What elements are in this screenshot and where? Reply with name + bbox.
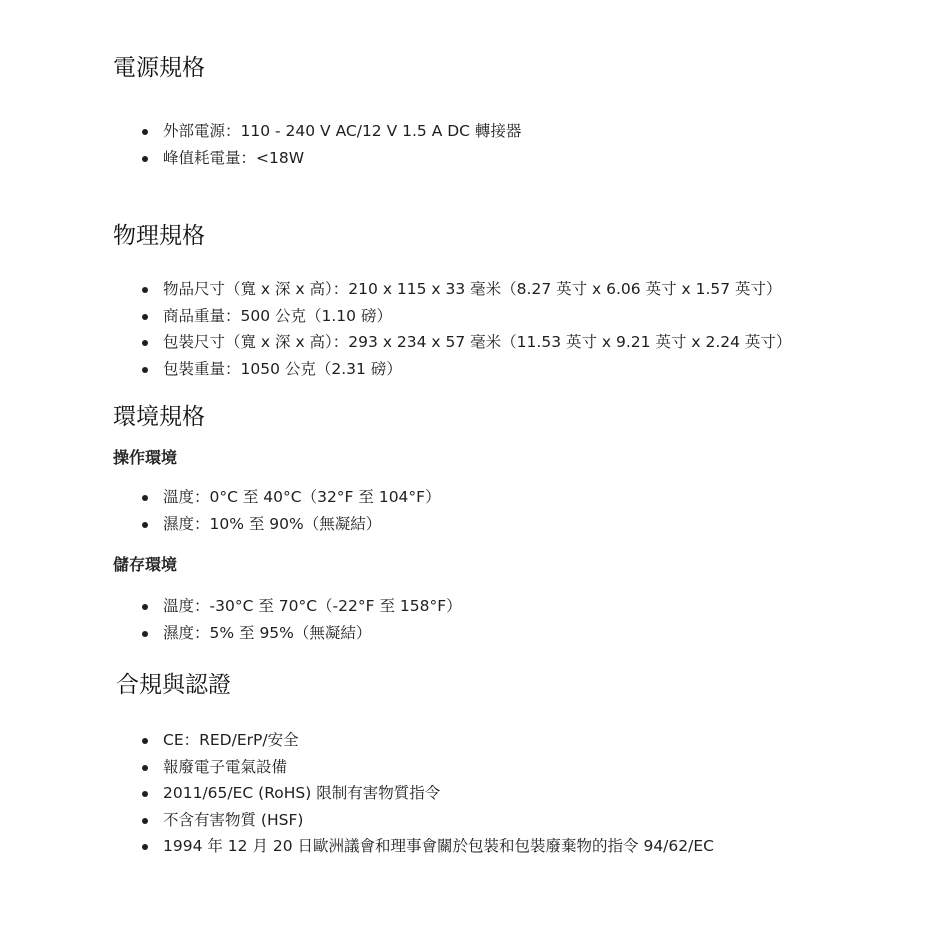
compliance-list	[0, 727, 714, 860]
list-item: 包裝重量：1050 公克（2.31 磅）	[0, 356, 791, 383]
list-item: 溫度：-30°C 至 70°C（-22°F 至 158°F）	[0, 593, 462, 620]
storage-environment-list	[0, 593, 462, 646]
list-item: 1994 年 12 月 20 日歐洲議會和理事會關於包裝和包裝廢棄物的指令 94/62/EC	[0, 833, 714, 860]
list-item: 濕度：10% 至 90%（無凝結）	[0, 511, 441, 538]
list-item: 物品尺寸（寬 x 深 x 高）：210 x 115 x 33 毫米（8.27 英寸 x 6.06 英寸 x 1.57 英寸）	[0, 276, 791, 303]
list-item: CE：RED/ErP/安全	[0, 727, 714, 754]
list-item: 報廢電子電氣設備	[0, 754, 714, 781]
storage-environment-subheading: 儲存環境	[113, 555, 178, 574]
physical-spec-heading: 物理規格	[113, 223, 205, 249]
list-item: 濕度：5% 至 95%（無凝結）	[0, 620, 462, 647]
power-spec-heading: 電源規格	[113, 55, 205, 81]
operating-environment-list	[0, 484, 441, 537]
operating-environment-subheading: 操作環境	[113, 448, 178, 467]
list-item: 包裝尺寸（寬 x 深 x 高）：293 x 234 x 57 毫米（11.53 英寸 x 9.21 英寸 x 2.24 英寸）	[0, 329, 791, 356]
environment-spec-heading: 環境規格	[113, 404, 205, 430]
compliance-heading: 合規與認證	[116, 672, 231, 698]
list-item: 外部電源：110 - 240 V AC/12 V 1.5 A DC 轉接器	[0, 118, 521, 145]
list-item: 商品重量：500 公克（1.10 磅）	[0, 303, 791, 330]
list-item: 溫度：0°C 至 40°C（32°F 至 104°F）	[0, 484, 441, 511]
list-item: 2011/65/EC (RoHS) 限制有害物質指令	[0, 780, 714, 807]
list-item: 不含有害物質 (HSF)	[0, 807, 714, 834]
power-spec-list	[0, 118, 521, 171]
physical-spec-list	[0, 276, 791, 382]
list-item: 峰值耗電量：<18W	[0, 145, 521, 172]
